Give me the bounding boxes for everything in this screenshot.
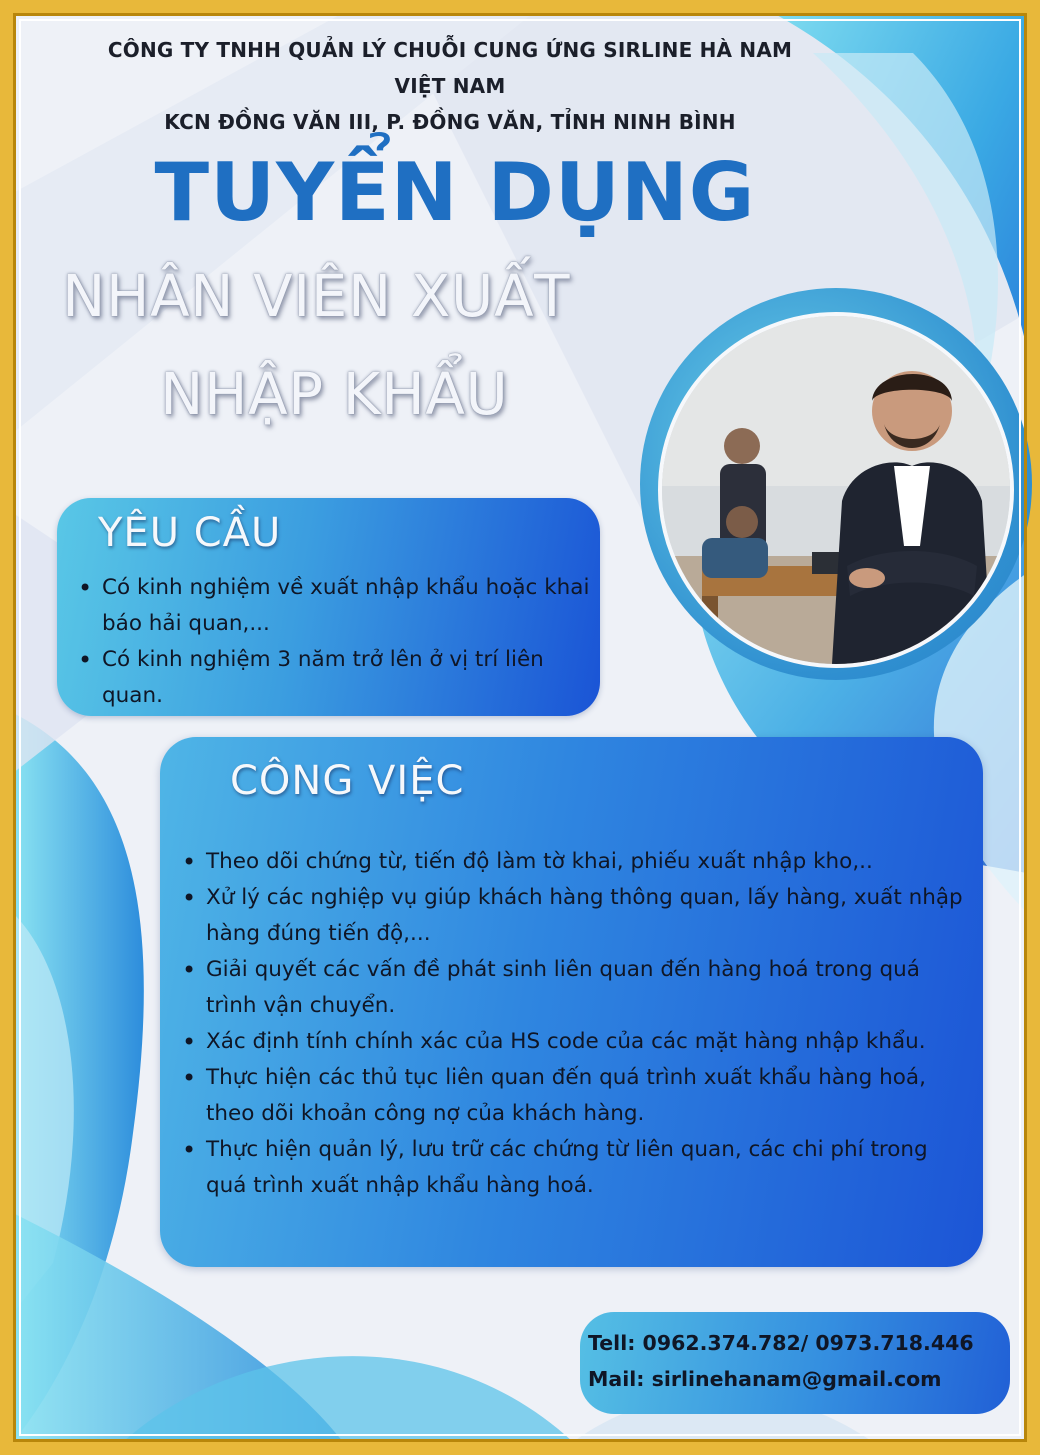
contact-info [588,1325,974,1397]
poster-title: TUYỂN DỤNG [154,146,756,239]
company-header [20,32,880,140]
contact-phone: Tell: 0962.374.782/ 0973.718.446 [588,1331,974,1355]
list-item: • Xử lý các nghiệp vụ giúp khách hàng thông quan, lấy hàng, xuất nhập hàng đúng tiến độ,... [180,880,970,952]
list-item: • Có kinh nghiệm về xuất nhập khẩu hoặc khai báo hải quan,... [76,570,604,642]
list-item: • Giải quyết các vấn đề phát sinh liên quan đến hàng hoá trong quá trình vận chuyển. [180,952,970,1024]
requirements-list [76,570,604,714]
list-item: • Theo dõi chứng từ, tiến độ làm tờ khai, phiếu xuất nhập kho,.. [180,844,970,880]
work-heading: CÔNG VIỆC [230,758,465,804]
contact-email: Mail: sirlinehanam@gmail.com [588,1367,942,1391]
company-name: CÔNG TY TNHH QUẢN LÝ CHUỖI CUNG ỨNG SIRLINE HÀ NAM [107,38,793,62]
work-list [180,844,970,1204]
list-item: • Có kinh nghiệm 3 năm trở lên ở vị trí liên quan. [76,642,604,714]
businessman-illustration [662,316,1010,664]
company-country: VIỆT NAM [394,74,506,98]
office-photo [658,312,1014,668]
list-item: • Xác định tính chính xác của HS code của các mặt hàng nhập khẩu. [180,1024,970,1060]
list-item: • Thực hiện các thủ tục liên quan đến quá trình xuất khẩu hàng hoá, theo dõi khoản công nợ của khách hàng. [180,1060,970,1132]
job-title-line-2: NHẬP KHẨU [160,360,509,428]
list-item: • Thực hiện quản lý, lưu trữ các chứng từ liên quan, các chi phí trong quá trình xuất nhập khẩu hàng hoá. [180,1132,970,1204]
job-title-line-1: NHÂN VIÊN XUẤT [62,262,571,330]
requirements-heading: YÊU CẦU [98,510,282,556]
company-address: KCN ĐỒNG VĂN III, P. ĐỒNG VĂN, TỈNH NINH BÌNH [164,110,736,134]
